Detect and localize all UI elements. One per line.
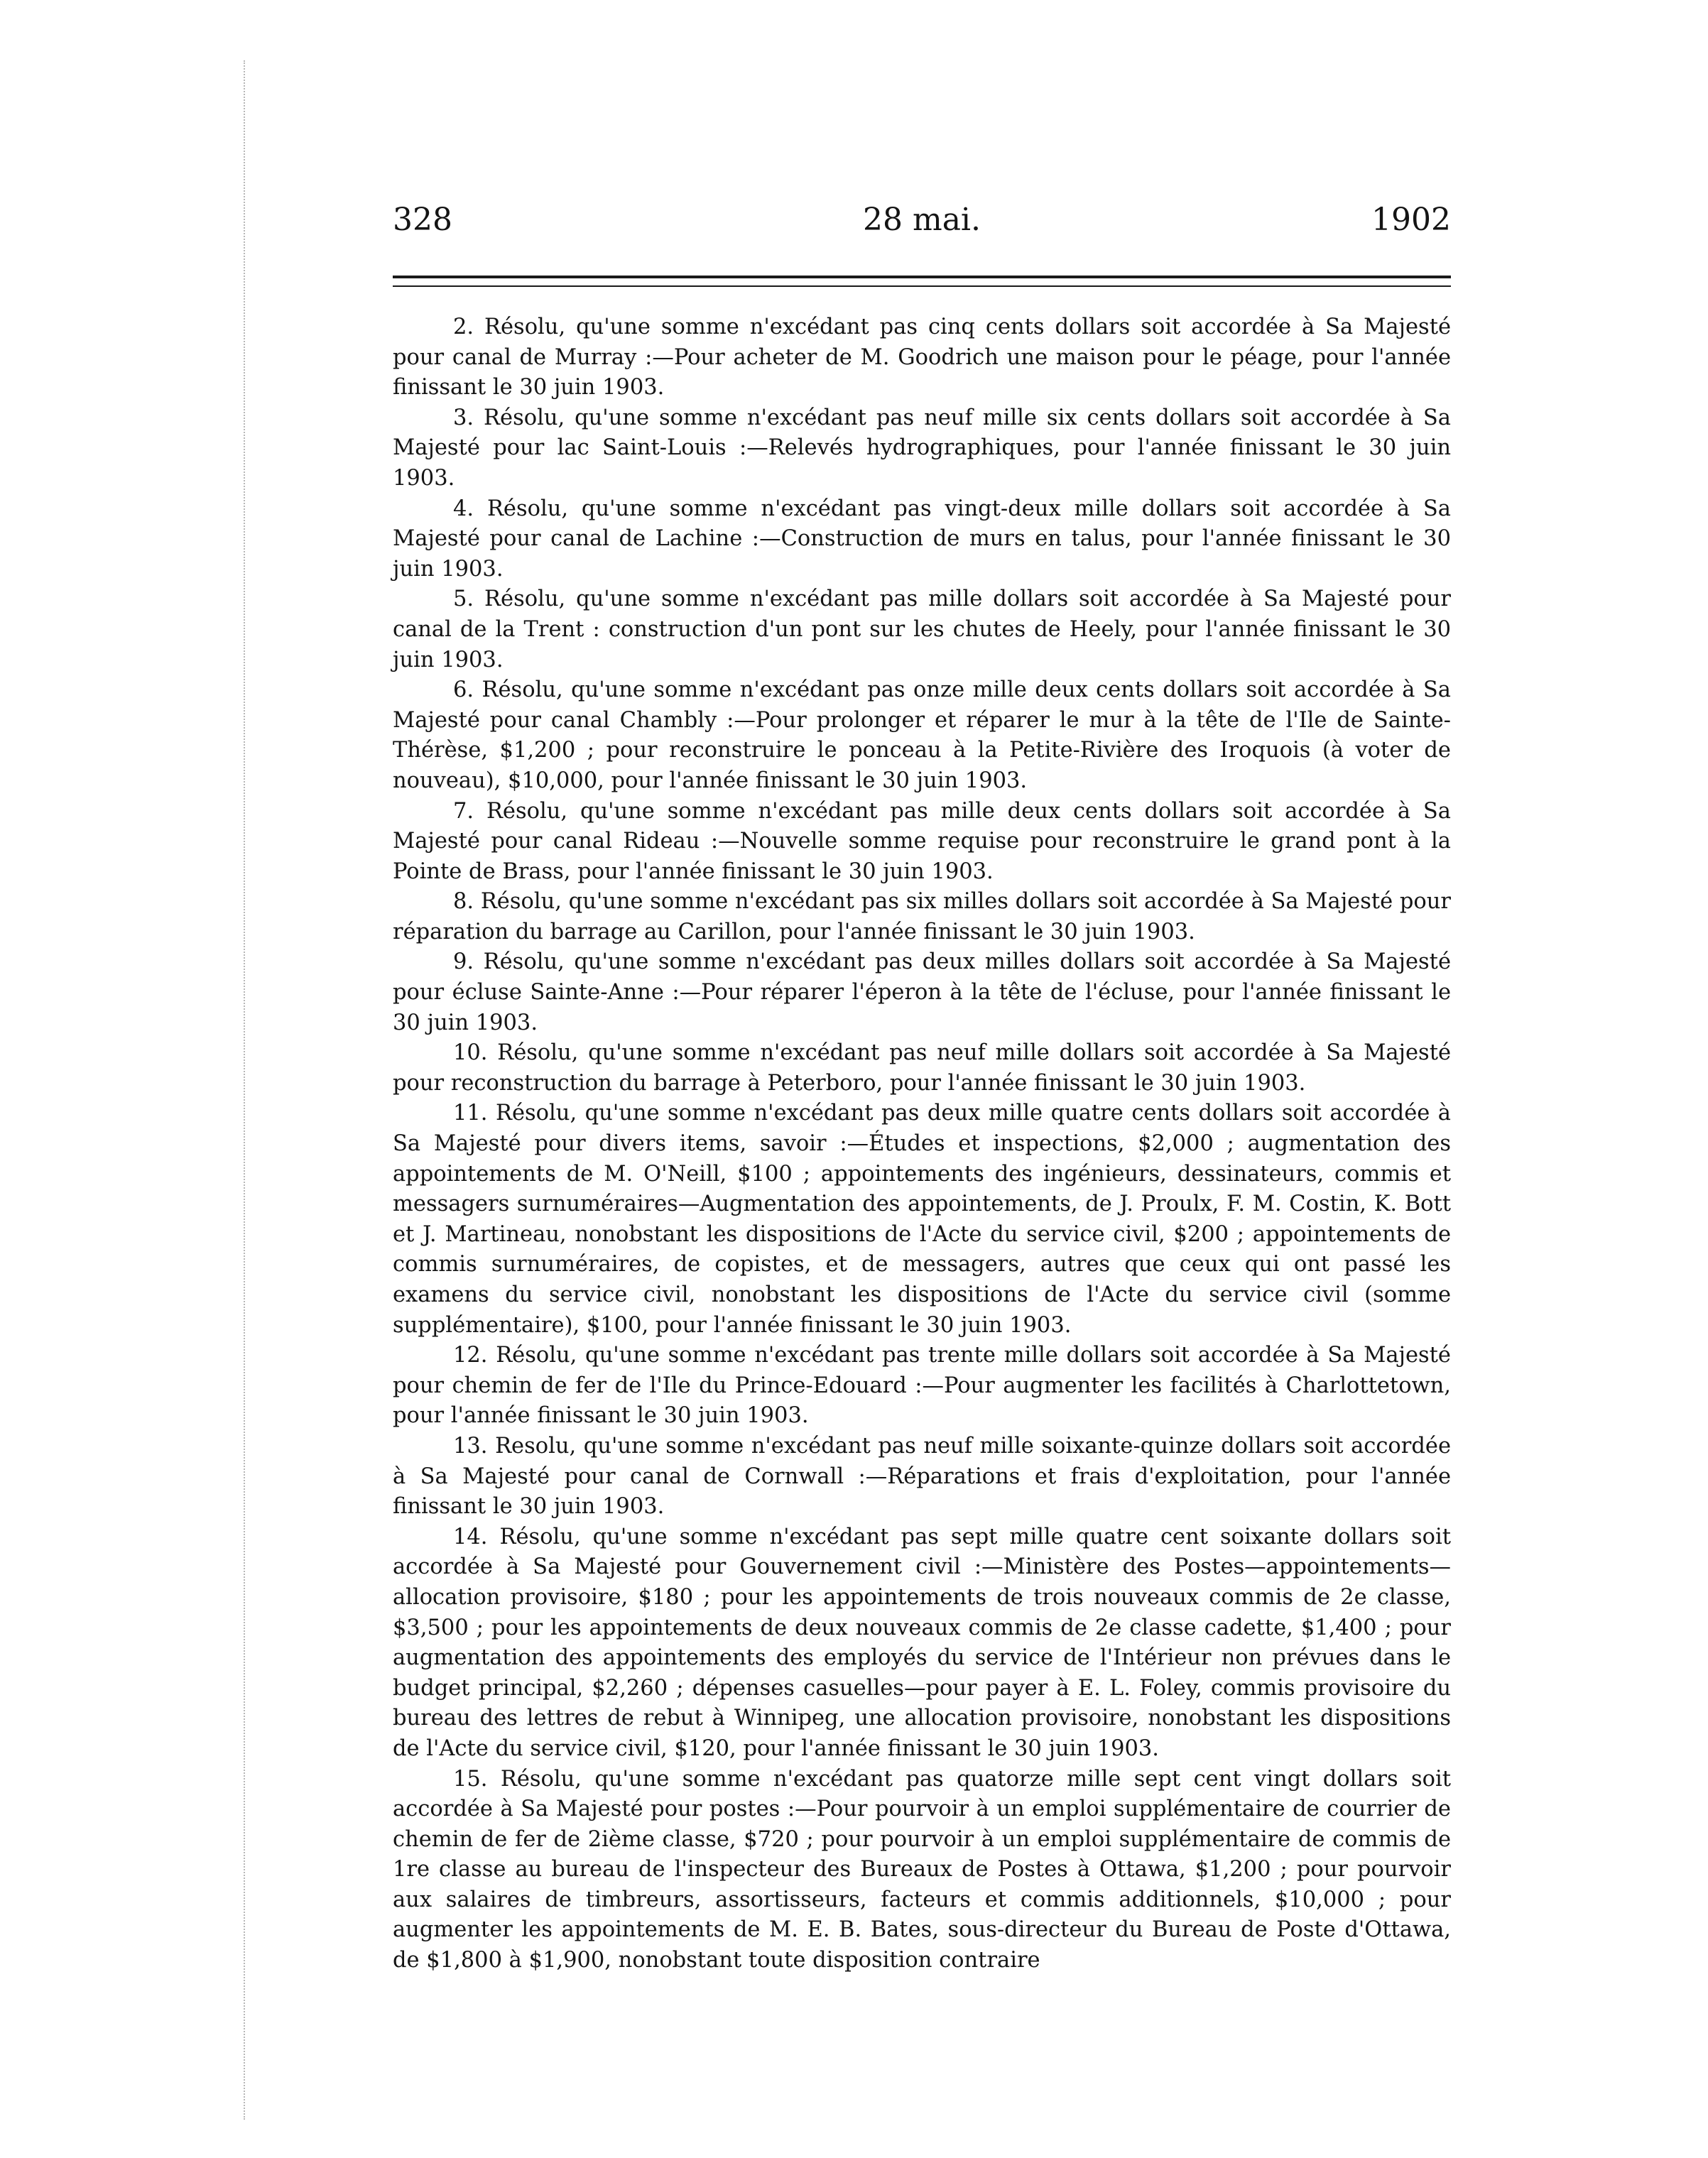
page-header [393, 199, 1451, 241]
resolution-paragraph: 3. Résolu, qu'une somme n'excédant pas neuf mille six cents dollars soit accordée à Sa Majesté pour lac Saint-Louis :—Relevés hydrographiques, pour l'année finissant le 30 juin 1903. [393, 405, 1451, 491]
resolution-paragraph: 9. Résolu, qu'une somme n'excédant pas deux milles dollars soit accordée à Sa Majesté pour écluse Sainte-Anne :—Pour réparer l'éperon à la tête de l'écluse, pour l'année finissant le 30 juin 1903. [393, 949, 1451, 1035]
page-year: 1902 [1371, 202, 1451, 238]
resolution-paragraph: 2. Résolu, qu'une somme n'excédant pas cinq cents dollars soit accordée à Sa Majesté pour canal de Murray :—Pour acheter de M. Goodrich une maison pour le péage, pour l'année finissant le 30 juin 1903. [393, 315, 1451, 400]
page-number: 328 [393, 202, 452, 238]
resolution-paragraph: 4. Résolu, qu'une somme n'excédant pas vingt-deux mille dollars soit accordée à Sa Majesté pour canal de Lachine :—Construction de murs en talus, pour l'année finissant le 30 juin 1903. [393, 496, 1451, 582]
resolution-paragraph: 5. Résolu, qu'une somme n'excédant pas mille dollars soit accordée à Sa Majesté pour canal de la Trent : construction d'un pont sur les chutes de Heely, pour l'année finissant le 30 juin 1903. [393, 587, 1451, 672]
resolutions-body [393, 312, 1451, 1976]
resolution-paragraph: 6. Résolu, qu'une somme n'excédant pas onze mille deux cents dollars soit accordée à Sa Majesté pour canal Chambly :—Pour prolonger et réparer le mur à la tête de l'Ile de Sainte-Thérèse, $1,200 ; pour reconstruire le ponceau à la Petite-Rivière des Iroquois (à voter de nouveau), $10,000, pour l'année finissant le 30 juin 1903. [393, 677, 1451, 793]
resolution-paragraph: 8. Résolu, qu'une somme n'excédant pas six milles dollars soit accordée à Sa Majesté pour réparation du barrage au Carillon, pour l'année finissant le 30 juin 1903. [393, 889, 1451, 944]
resolution-paragraph: 11. Résolu, qu'une somme n'excédant pas deux mille quatre cents dollars soit accordée à Sa Majesté pour divers items, savoir :—Études et inspections, $2,000 ; augmentation des appointements de M. O'Neill, $100 ; appointements des ingénieurs, dessinateurs, commis et messagers surnuméraires—Augmentation des appointements, de J. Proulx, F. M. Costin, K. Bott et J. Martineau, nonobstant les dispositions de l'Acte du service civil, $200 ; appointements de commis surnuméraires, de copistes, et de messagers, autres que ceux qui ont passé les examens du service civil, nonobstant les dispositions de l'Acte du service civil (somme supplémentaire), $100, pour l'année finissant le 30 juin 1903. [393, 1101, 1451, 1338]
resolution-paragraph: 10. Résolu, qu'une somme n'excédant pas neuf mille dollars soit accordée à Sa Majesté pour reconstruction du barrage à Peterboro, pour l'année finissant le 30 juin 1903. [393, 1040, 1451, 1096]
header-rule-thin [393, 285, 1451, 287]
resolution-paragraph: 7. Résolu, qu'une somme n'excédant pas mille deux cents dollars soit accordée à Sa Majesté pour canal Rideau :—Nouvelle somme requise pour reconstruire le grand pont à la Pointe de Brass, pour l'année finissant le 30 juin 1903. [393, 798, 1451, 884]
resolution-paragraph: 15. Résolu, qu'une somme n'excédant pas quatorze mille sept cent vingt dollars soit accordée à Sa Majesté pour postes :—Pour pourvoir à un emploi supplémentaire de courrier de chemin de fer de 2ième classe, $720 ; pour pourvoir à un emploi supplémentaire de commis de 1re classe au bureau de l'inspecteur des Bureaux de Postes à Ottawa, $1,200 ; pour pourvoir aux salaires de timbreurs, assortisseurs, facteurs et commis additionnels, $10,000 ; pour augmenter les appointements de M. E. B. Bates, sous-directeur du Bureau de Poste d'Ottawa, de $1,800 à $1,900, nonobstant toute disposition contraire [393, 1766, 1451, 1973]
resolution-paragraph: 12. Résolu, qu'une somme n'excédant pas trente mille dollars soit accordée à Sa Majesté pour chemin de fer de l'Ile du Prince-Edouard :—Pour augmenter les facilités à Charlottetown, pour l'année finissant le 30 juin 1903. [393, 1343, 1451, 1429]
resolution-paragraph: 13. Resolu, qu'une somme n'excédant pas neuf mille soixante-quinze dollars soit accordée à Sa Majesté pour canal de Cornwall :—Réparations et frais d'exploitation, pour l'année finissant le 30 juin 1903. [393, 1433, 1451, 1520]
resolution-paragraph: 14. Résolu, qu'une somme n'excédant pas sept mille quatre cent soixante dollars soit accordée à Sa Majesté pour Gouvernement civil :—Ministère des Postes—appointements—allocation provisoire, $180 ; pour les appointements de trois nouveaux commis de 2e classe, $3,500 ; pour les appointements de deux nouveaux commis de 2e classe cadette, $1,400 ; pour augmentation des appointements des employés du service de l'Intérieur non prévues dans le budget principal, $2,260 ; dépenses casuelles—pour payer à E. L. Foley, commis provisoire du bureau des lettres de rebut à Winnipeg, une allocation provisoire, nonobstant les dispositions de l'Acte du service civil, $120, pour l'année finissant le 30 juin 1903. [393, 1524, 1451, 1761]
header-rule-thick [393, 276, 1451, 278]
page-date: 28 mai. [863, 202, 981, 238]
scan-margin-edge [244, 60, 246, 2120]
